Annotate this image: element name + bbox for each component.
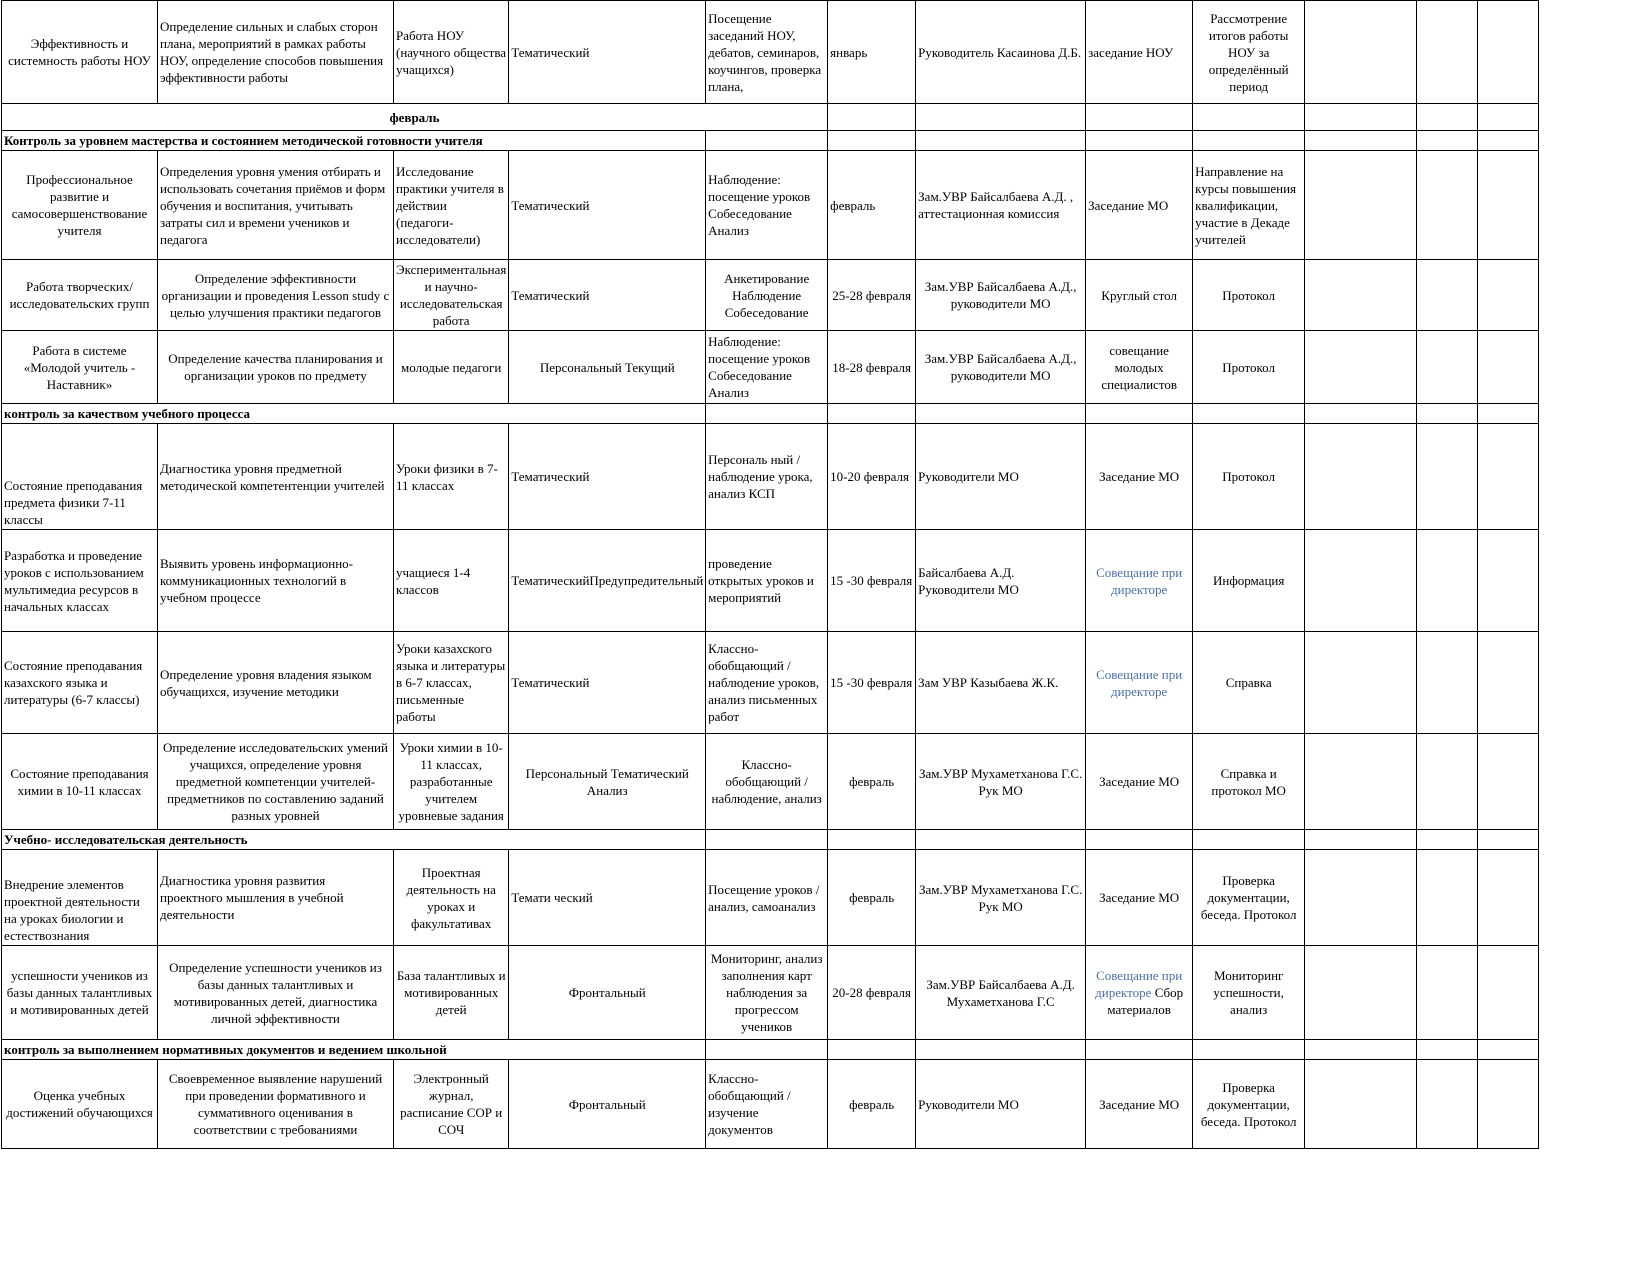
table-cell[interactable] bbox=[1086, 632, 1193, 734]
table-cell[interactable]: январь bbox=[828, 1, 916, 104]
empty-cell[interactable] bbox=[706, 131, 828, 151]
table-cell[interactable]: 20-28 февраля bbox=[828, 946, 916, 1040]
table-cell[interactable]: Заседание МО bbox=[1086, 424, 1193, 530]
empty-cell[interactable] bbox=[1417, 1040, 1478, 1060]
table-row bbox=[2, 260, 1539, 331]
table-cell[interactable]: Уроки физики в 7-11 классах bbox=[394, 424, 509, 530]
section-row bbox=[2, 404, 1539, 424]
empty-cell[interactable] bbox=[1305, 104, 1417, 131]
table-cell[interactable]: Определение эффективности организации и проведения Lesson study с целью улучшения практики педагогов bbox=[158, 260, 394, 331]
table-cell[interactable]: 15 -30 февраля bbox=[828, 632, 916, 734]
empty-cell[interactable] bbox=[1305, 1, 1417, 104]
empty-cell[interactable] bbox=[1478, 104, 1539, 131]
table-cell[interactable]: Состояние преподавания химии в 10-11 классах bbox=[2, 734, 158, 830]
table-cell[interactable]: Справка и протокол МО bbox=[1193, 734, 1305, 830]
empty-cell[interactable] bbox=[1478, 131, 1539, 151]
table-cell[interactable]: Заседание МО bbox=[1086, 850, 1193, 946]
table-cell[interactable]: февраль bbox=[828, 734, 916, 830]
empty-cell[interactable] bbox=[1478, 530, 1539, 632]
table-cell[interactable]: Проверка документации, беседа. Протокол bbox=[1193, 850, 1305, 946]
table-cell[interactable]: Протокол bbox=[1193, 424, 1305, 530]
table-cell[interactable]: Информация bbox=[1193, 530, 1305, 632]
empty-cell[interactable] bbox=[916, 404, 1086, 424]
table-cell[interactable]: Определение успешности учеников из базы данных талантливых и мотивированных детей, диагностика личной эффективности bbox=[158, 946, 394, 1040]
table-cell[interactable]: Определение уровня владения языком обучащихся, изучение методики bbox=[158, 632, 394, 734]
empty-cell[interactable] bbox=[1417, 632, 1478, 734]
empty-cell[interactable] bbox=[1305, 830, 1417, 850]
table-cell[interactable]: Зам.УВР Мухаметханова Г.С. Рук МО bbox=[916, 734, 1086, 830]
table-cell[interactable]: Состояние преподавания предмета физики 7-11 классы bbox=[2, 424, 158, 530]
table-cell[interactable]: Темати ческий bbox=[509, 850, 706, 946]
empty-cell[interactable] bbox=[1417, 104, 1478, 131]
table-cell[interactable]: База талантливых и мотивированных детей bbox=[394, 946, 509, 1040]
table-row bbox=[2, 424, 1539, 530]
table-cell[interactable]: Тематический bbox=[509, 424, 706, 530]
table-body bbox=[2, 1, 1539, 1149]
empty-cell[interactable] bbox=[1305, 632, 1417, 734]
empty-cell[interactable] bbox=[828, 131, 916, 151]
empty-cell[interactable] bbox=[1417, 131, 1478, 151]
empty-cell[interactable] bbox=[1478, 404, 1539, 424]
empty-cell[interactable] bbox=[1478, 734, 1539, 830]
table-cell[interactable]: Классно-обобщающий / изучение документов bbox=[706, 1060, 828, 1149]
table-row bbox=[2, 331, 1539, 404]
table-cell[interactable]: Тематический bbox=[509, 1, 706, 104]
table-cell[interactable]: Уроки казахского языка и литературы в 6-7 классах, письменные работы bbox=[394, 632, 509, 734]
table-cell[interactable]: 10-20 февраля bbox=[828, 424, 916, 530]
table-cell[interactable]: Персональный Тематический Анализ bbox=[509, 734, 706, 830]
table-cell[interactable]: Определение качества планирования и организации уроков по предмету bbox=[158, 331, 394, 404]
section-heading[interactable]: контроль за выполнением нормативных документов и ведением школьной bbox=[2, 1040, 706, 1060]
table-cell[interactable]: Зам.УВР Байсалбаева А.Д. Мухаметханова Г.С bbox=[916, 946, 1086, 1040]
table-cell[interactable]: Определения уровня умения отбирать и использовать сочетания приёмов и форм обучения и воспитания, учитывать затраты сил и времени учеников и педагога bbox=[158, 151, 394, 260]
empty-cell[interactable] bbox=[828, 104, 916, 131]
table-cell[interactable]: Зам.УВР Мухаметханова Г.С. Рук МО bbox=[916, 850, 1086, 946]
table-cell[interactable]: Зам.УВР Байсалбаева А.Д. , аттестационная комиссия bbox=[916, 151, 1086, 260]
table-cell[interactable]: Уроки химии в 10-11 классах, разработанные учителем уровневые задания bbox=[394, 734, 509, 830]
table-cell[interactable]: Зам.УВР Байсалбаева А.Д., руководители МО bbox=[916, 260, 1086, 331]
table-cell[interactable]: Заседание МО bbox=[1086, 151, 1193, 260]
empty-cell[interactable] bbox=[1305, 260, 1417, 331]
table-cell[interactable]: 15 -30 февраля bbox=[828, 530, 916, 632]
table-cell[interactable]: ТематическийПредупредительный bbox=[509, 530, 706, 632]
table-cell[interactable]: Экспериментальная и научно-исследовательская работа bbox=[394, 260, 509, 331]
empty-cell[interactable] bbox=[916, 104, 1086, 131]
empty-cell[interactable] bbox=[1478, 424, 1539, 530]
table-cell[interactable]: 25-28 февраля bbox=[828, 260, 916, 331]
empty-cell[interactable] bbox=[1478, 1060, 1539, 1149]
empty-cell[interactable] bbox=[916, 830, 1086, 850]
table-row bbox=[2, 530, 1539, 632]
table-cell[interactable]: Диагностика уровня предметной методической компетентенции учителей bbox=[158, 424, 394, 530]
empty-cell[interactable] bbox=[706, 830, 828, 850]
empty-cell[interactable] bbox=[1305, 734, 1417, 830]
meeting-link-text: Совещание при директоре bbox=[1096, 564, 1183, 597]
table-cell[interactable]: успешности учеников из базы данных талантливых и мотивированных детей bbox=[2, 946, 158, 1040]
month-row bbox=[2, 104, 1539, 131]
table-row bbox=[2, 1, 1539, 104]
table-cell[interactable]: Круглый стол bbox=[1086, 260, 1193, 331]
table-cell[interactable]: Персональный Текущий bbox=[509, 331, 706, 404]
table-cell[interactable]: Персональ ный / наблюдение урока, анализ КСП bbox=[706, 424, 828, 530]
table-cell[interactable]: Тематический bbox=[509, 151, 706, 260]
empty-cell[interactable] bbox=[1417, 260, 1478, 331]
empty-cell[interactable] bbox=[1305, 404, 1417, 424]
empty-cell[interactable] bbox=[1417, 404, 1478, 424]
table-cell[interactable]: Электронный журнал, расписание СОР и СОЧ bbox=[394, 1060, 509, 1149]
table-row bbox=[2, 946, 1539, 1040]
meeting-link-text: Совещание при директоре bbox=[1096, 666, 1183, 699]
empty-cell[interactable] bbox=[828, 404, 916, 424]
table-cell[interactable]: Руководители МО bbox=[916, 424, 1086, 530]
empty-cell[interactable] bbox=[1478, 1, 1539, 104]
empty-cell[interactable] bbox=[1193, 1040, 1305, 1060]
table-cell[interactable]: Справка bbox=[1193, 632, 1305, 734]
table-cell[interactable]: Внедрение элементов проектной деятельности на уроках биологии и естествознания bbox=[2, 850, 158, 946]
table-cell[interactable]: Работа в системе «Молодой учитель - Наставник» bbox=[2, 331, 158, 404]
table-cell[interactable]: Классно-обобщающий / наблюдение, анализ bbox=[706, 734, 828, 830]
empty-cell[interactable] bbox=[1305, 850, 1417, 946]
table-cell[interactable] bbox=[1086, 530, 1193, 632]
empty-cell[interactable] bbox=[1417, 424, 1478, 530]
table-cell[interactable]: Выявить уровень информационно-коммуникационных технологий в учебном процессе bbox=[158, 530, 394, 632]
empty-cell[interactable] bbox=[1478, 632, 1539, 734]
table-cell[interactable]: Посещение уроков / анализ, самоанализ bbox=[706, 850, 828, 946]
table-cell[interactable]: совещание молодых специалистов bbox=[1086, 331, 1193, 404]
table-cell[interactable]: Байсалбаева А.Д. Руководители МО bbox=[916, 530, 1086, 632]
section-row bbox=[2, 131, 1539, 151]
table-cell[interactable]: Мониторинг, анализ заполнения карт наблюдения за прогрессом учеников bbox=[706, 946, 828, 1040]
table-cell[interactable]: февраль bbox=[828, 1060, 916, 1149]
empty-cell[interactable] bbox=[1305, 946, 1417, 1040]
empty-cell[interactable] bbox=[1478, 850, 1539, 946]
table-cell[interactable]: Руководитель Касаинова Д.Б. bbox=[916, 1, 1086, 104]
empty-cell[interactable] bbox=[1417, 1060, 1478, 1149]
empty-cell[interactable] bbox=[828, 830, 916, 850]
month-heading[interactable]: февраль bbox=[2, 104, 828, 131]
empty-cell[interactable] bbox=[1417, 850, 1478, 946]
section-heading[interactable]: Контроль за уровнем мастерства и состоянием методической готовности учителя bbox=[2, 131, 706, 151]
table-cell[interactable]: Наблюдение: посещение уроков Собеседование Анализ bbox=[706, 331, 828, 404]
table-cell[interactable]: Тематический bbox=[509, 632, 706, 734]
table-cell[interactable]: Зам.УВР Байсалбаева А.Д., руководители МО bbox=[916, 331, 1086, 404]
empty-cell[interactable] bbox=[1417, 1, 1478, 104]
empty-cell[interactable] bbox=[1305, 424, 1417, 530]
empty-cell[interactable] bbox=[1086, 830, 1193, 850]
table-cell[interactable]: Своевременное выявление нарушений при проведении формативного и суммативного оценивания в соответствии с требованиями bbox=[158, 1060, 394, 1149]
empty-cell[interactable] bbox=[1086, 404, 1193, 424]
table-cell[interactable]: Фронтальный bbox=[509, 946, 706, 1040]
table-cell[interactable]: 18-28 февраля bbox=[828, 331, 916, 404]
table-cell[interactable]: Руководители МО bbox=[916, 1060, 1086, 1149]
table-cell[interactable]: молодые педагоги bbox=[394, 331, 509, 404]
table-cell[interactable]: заседание НОУ bbox=[1086, 1, 1193, 104]
table-cell[interactable]: Оценка учебных достижений обучающихся bbox=[2, 1060, 158, 1149]
table-cell[interactable]: Определение исследовательских умений учащихся, определение уровня предметной компетенции учителей-предметников по составлению заданий разных уровней bbox=[158, 734, 394, 830]
empty-cell[interactable] bbox=[1417, 530, 1478, 632]
table-cell[interactable]: Состояние преподавания казахского языка и литературы (6-7 классы) bbox=[2, 632, 158, 734]
table-cell[interactable]: Направление на курсы повышения квалификации, участие в Декаде учителей bbox=[1193, 151, 1305, 260]
table-cell[interactable]: Наблюдение: посещение уроков Собеседование Анализ bbox=[706, 151, 828, 260]
table-cell[interactable]: Посещение заседаний НОУ, дебатов, семинаров, коучингов, проверка плана, bbox=[706, 1, 828, 104]
empty-cell[interactable] bbox=[1417, 830, 1478, 850]
empty-cell[interactable] bbox=[1478, 151, 1539, 260]
empty-cell[interactable] bbox=[706, 1040, 828, 1060]
table-row bbox=[2, 1060, 1539, 1149]
table-cell[interactable]: февраль bbox=[828, 151, 916, 260]
table-cell[interactable]: Мониторинг успешности, анализ bbox=[1193, 946, 1305, 1040]
empty-cell[interactable] bbox=[1478, 1040, 1539, 1060]
empty-cell[interactable] bbox=[1478, 331, 1539, 404]
empty-cell[interactable] bbox=[1478, 260, 1539, 331]
empty-cell[interactable] bbox=[1193, 104, 1305, 131]
empty-cell[interactable] bbox=[1478, 830, 1539, 850]
section-row bbox=[2, 830, 1539, 850]
empty-cell[interactable] bbox=[1417, 946, 1478, 1040]
table-cell[interactable]: Классно-обобщающий / наблюдение уроков, анализ письменных работ bbox=[706, 632, 828, 734]
empty-cell[interactable] bbox=[1305, 1040, 1417, 1060]
table-cell[interactable]: Протокол bbox=[1193, 260, 1305, 331]
empty-cell[interactable] bbox=[1086, 1040, 1193, 1060]
table-cell[interactable]: Проверка документации, беседа. Протокол bbox=[1193, 1060, 1305, 1149]
empty-cell[interactable] bbox=[1086, 131, 1193, 151]
meeting-link-text: Совещание при директоре bbox=[1095, 968, 1183, 1000]
table-cell[interactable]: проведение открытых уроков и мероприятий bbox=[706, 530, 828, 632]
table-row bbox=[2, 734, 1539, 830]
table-cell[interactable]: Тематический bbox=[509, 260, 706, 331]
table-cell[interactable]: Заседание МО bbox=[1086, 1060, 1193, 1149]
empty-cell[interactable] bbox=[706, 404, 828, 424]
empty-cell[interactable] bbox=[1086, 104, 1193, 131]
section-heading[interactable]: контроль за качеством учебного процесса bbox=[2, 404, 706, 424]
control-plan-table bbox=[1, 0, 1539, 1149]
empty-cell[interactable] bbox=[1193, 830, 1305, 850]
empty-cell[interactable] bbox=[1305, 151, 1417, 260]
table-cell[interactable]: Рассмотрение итогов работы НОУ за определённый период bbox=[1193, 1, 1305, 104]
empty-cell[interactable] bbox=[1193, 404, 1305, 424]
empty-cell[interactable] bbox=[1305, 331, 1417, 404]
empty-cell[interactable] bbox=[1417, 734, 1478, 830]
table-cell[interactable]: Профессиональное развитие и самосовершенствование учителя bbox=[2, 151, 158, 260]
table-cell[interactable]: Анкетирование Наблюдение Собеседование bbox=[706, 260, 828, 331]
section-row bbox=[2, 1040, 1539, 1060]
empty-cell[interactable] bbox=[1305, 1060, 1417, 1149]
table-cell[interactable]: Диагностика уровня развития проектного мышления в учебной деятельности bbox=[158, 850, 394, 946]
empty-cell[interactable] bbox=[916, 131, 1086, 151]
table-row bbox=[2, 151, 1539, 260]
table-cell[interactable]: Работа НОУ (научного общества учащихся) bbox=[394, 1, 509, 104]
table-cell[interactable]: Проектная деятельность на уроках и факультативах bbox=[394, 850, 509, 946]
cell-text: Сбор материалов bbox=[1107, 985, 1184, 1017]
table-row bbox=[2, 632, 1539, 734]
table-cell[interactable]: Зам УВР Казыбаева Ж.К. bbox=[916, 632, 1086, 734]
table-cell[interactable]: Определение сильных и слабых сторон плана, мероприятий в рамках работы НОУ, определение способов повышения эффективности работы bbox=[158, 1, 394, 104]
table-cell[interactable]: февраль bbox=[828, 850, 916, 946]
empty-cell[interactable] bbox=[1417, 151, 1478, 260]
table-cell[interactable]: учащиеся 1-4 классов bbox=[394, 530, 509, 632]
section-heading[interactable]: Учебно- исследовательская деятельность bbox=[2, 830, 706, 850]
table-cell[interactable]: Исследование практики учителя в действии (педагоги-исследователи) bbox=[394, 151, 509, 260]
table-cell[interactable]: Работа творческих/ исследовательских групп bbox=[2, 260, 158, 331]
table-cell[interactable]: Фронтальный bbox=[509, 1060, 706, 1149]
table-cell[interactable]: Разработка и проведение уроков с использованием мультимедиа ресурсов в начальных классах bbox=[2, 530, 158, 632]
empty-cell[interactable] bbox=[1417, 331, 1478, 404]
empty-cell[interactable] bbox=[1305, 530, 1417, 632]
empty-cell[interactable] bbox=[1305, 131, 1417, 151]
table-cell[interactable]: Эффективность и системность работы НОУ bbox=[2, 1, 158, 104]
table-cell[interactable] bbox=[1086, 946, 1193, 1040]
table-cell[interactable]: Заседание МО bbox=[1086, 734, 1193, 830]
empty-cell[interactable] bbox=[916, 1040, 1086, 1060]
empty-cell[interactable] bbox=[828, 1040, 916, 1060]
table-row bbox=[2, 850, 1539, 946]
table-cell[interactable]: Протокол bbox=[1193, 331, 1305, 404]
empty-cell[interactable] bbox=[1478, 946, 1539, 1040]
empty-cell[interactable] bbox=[1193, 131, 1305, 151]
